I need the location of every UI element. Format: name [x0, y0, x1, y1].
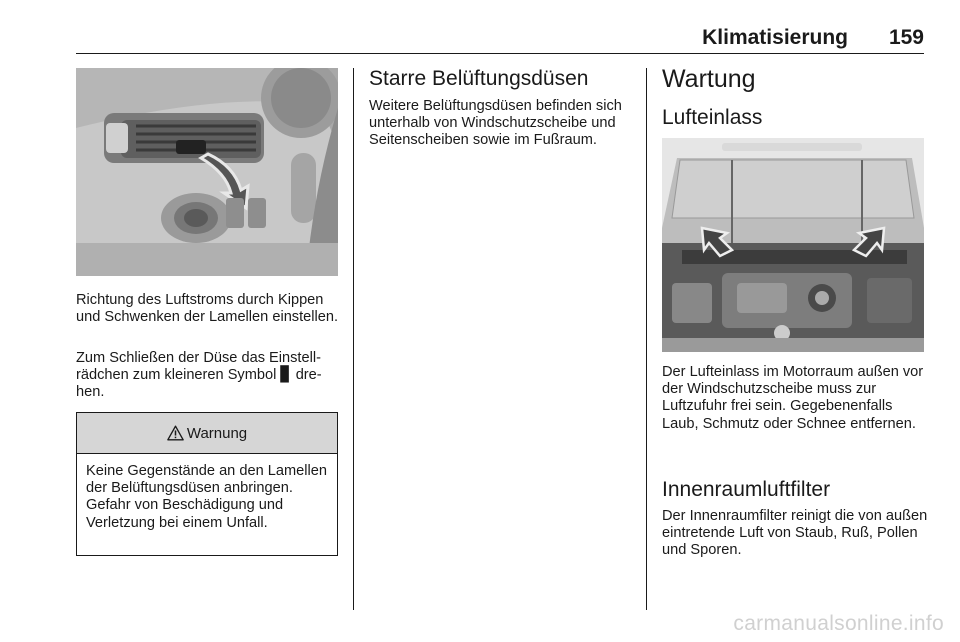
cabin-filter-heading: Innenraumluftfilter: [662, 478, 831, 501]
warning-title: Warnung: [186, 424, 248, 442]
page-header-title: Klimatisierung: [702, 26, 848, 49]
maintenance-heading: Wartung: [662, 65, 756, 93]
engine-compartment-photo: [662, 138, 924, 352]
air-vent-illustration: [76, 68, 338, 276]
vent-close-paragraph: Zum Schließen der Düse das Einstellrädchen zum kleineren Symbol ▊ drehen.: [76, 350, 322, 401]
air-intake-heading: Lufteinlass: [662, 106, 763, 129]
fixed-vents-heading: Starre Belüftungsdüsen: [369, 67, 589, 90]
air-intake-paragraph: Der Lufteinlass im Motorraum außen vor der Windschutzscheibe muss zur Luftzufuhr frei sein. Gegebenenfalls Laub, Schmutz oder Schnee entfernen.: [662, 364, 924, 432]
warning-box: [76, 412, 338, 556]
warning-triangle-icon: [167, 425, 184, 441]
column-divider-right: [646, 68, 647, 610]
cabin-filter-paragraph: Der Innenraumfilter reinigt die von außen eintretende Luft von Staub, Ruß, Pollen und Sporen.: [662, 508, 928, 559]
column-divider-left: [353, 68, 354, 610]
watermark: carmanualsonline.info: [733, 612, 944, 635]
vent-direction-paragraph: Richtung des Luftstroms durch Kippen und Schwenken der Lamellen einstellen.: [76, 292, 339, 326]
air-vent-photo: [76, 68, 338, 276]
warning-header: [77, 413, 337, 454]
fixed-vents-paragraph: Weitere Belüftungsdüsen befinden sich unterhalb von Windschutzscheibe und Seitenscheiben sowie im Fußraum.: [369, 98, 622, 149]
header-rule: [76, 53, 924, 54]
engine-compartment-illustration: [662, 138, 924, 352]
warning-text: Keine Gegenstände an den Lamellen der Belüftungsdüsen anbringen. Gefahr von Beschädigung und Verletzung bei einem Unfall.: [86, 463, 327, 531]
page-number: 159: [888, 26, 924, 49]
